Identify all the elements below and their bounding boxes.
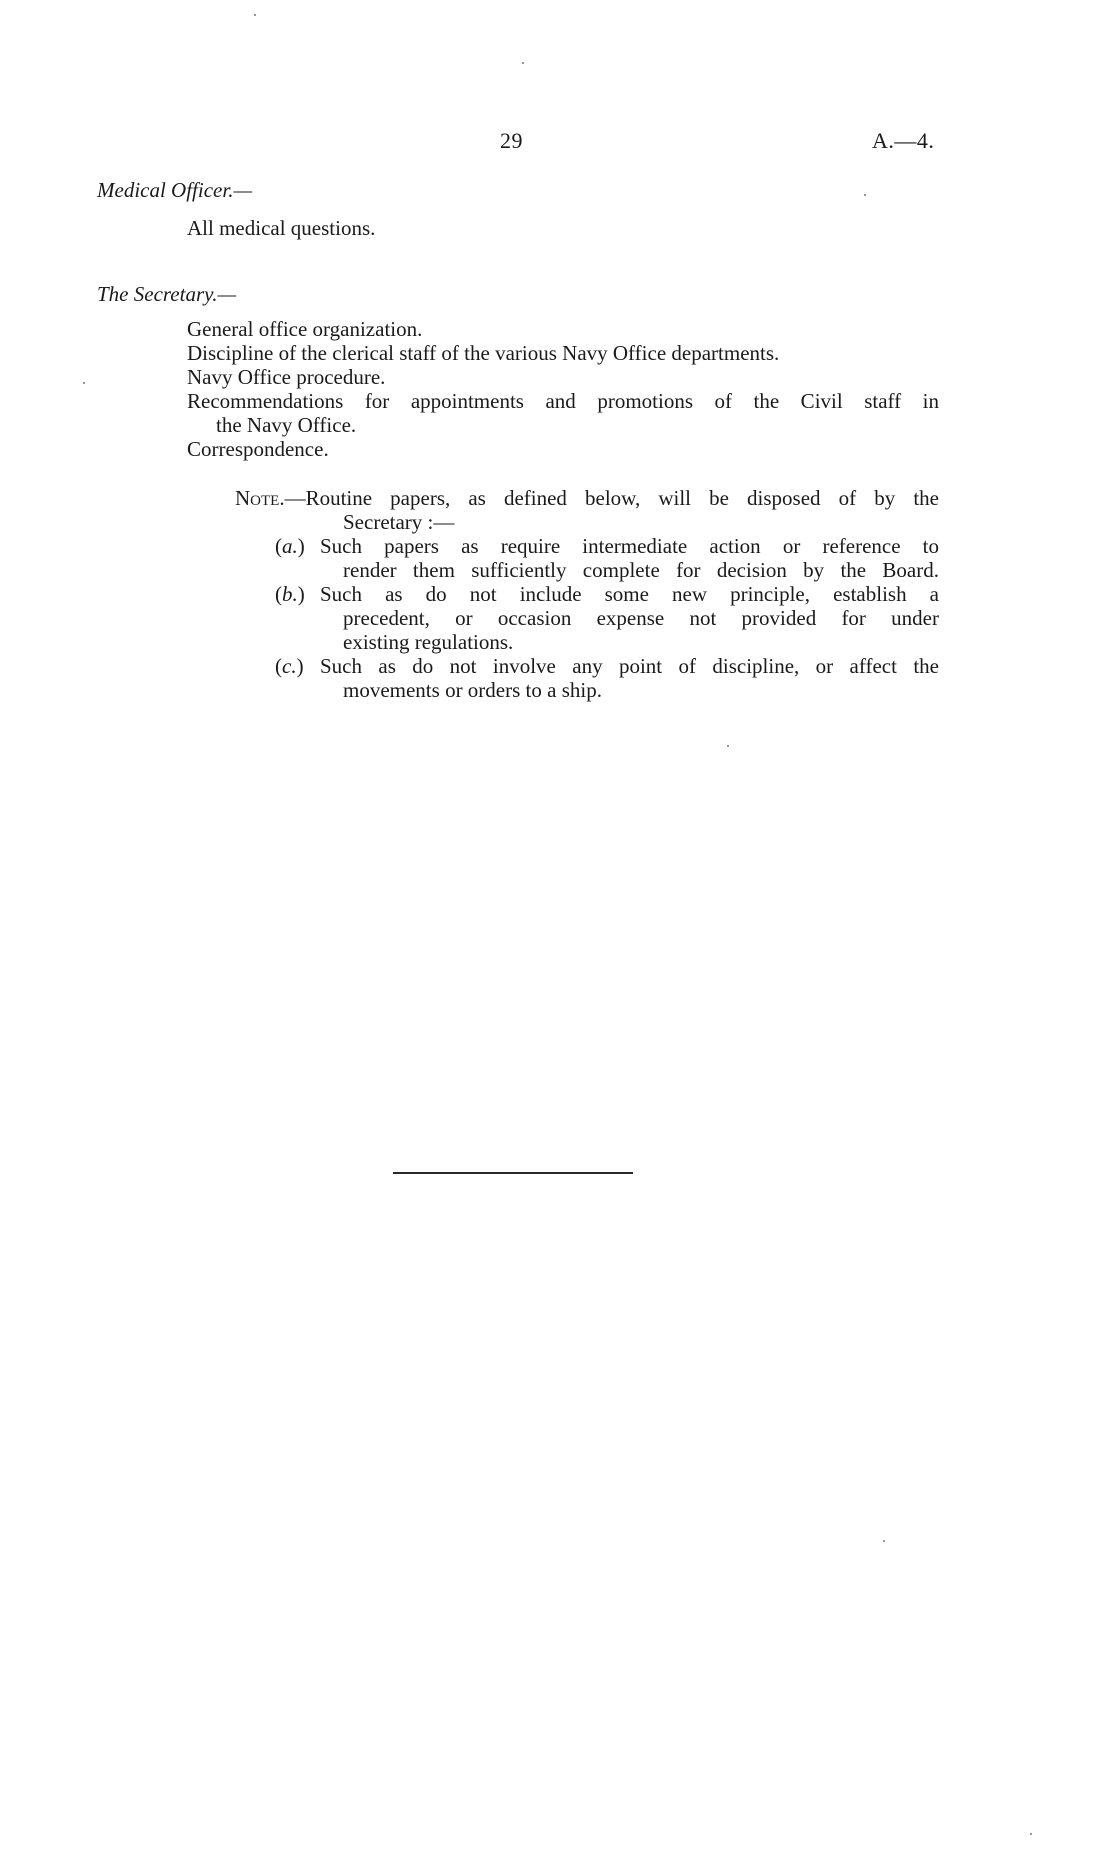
scan-speck: [883, 1540, 885, 1542]
note-item-marker: (c.): [275, 654, 304, 678]
note-label: Note.: [235, 486, 285, 510]
scan-speck: [1030, 1833, 1032, 1835]
note-item-text: Such papers as require intermediate action or reference to: [320, 534, 939, 558]
secretary-duty: Recommendations for appointments and promotions of the Civil staff in: [187, 389, 939, 413]
note-item-marker: (a.): [275, 534, 305, 558]
scan-speck: [83, 382, 85, 384]
medical-officer-heading: Medical Officer.—: [97, 178, 253, 202]
note-item-text: existing regulations.: [343, 630, 514, 654]
secretary-duty: Navy Office procedure.: [187, 365, 386, 389]
note-intro-continuation: Secretary :—: [343, 510, 455, 534]
note-item-text: render them sufficiently complete for decision by the Board.: [343, 558, 939, 582]
note-item-marker: (b.): [275, 582, 305, 606]
note-item-text: Such as do not involve any point of discipline, or affect the: [320, 654, 939, 678]
scan-speck: [254, 14, 256, 16]
note-item-text: Such as do not include some new principle, establish a: [320, 582, 939, 606]
note-intro-text: —Routine papers, as defined below, will be disposed of by the: [284, 486, 939, 510]
document-reference: A.—4.: [872, 128, 935, 153]
note-item-text: movements or orders to a ship.: [343, 678, 602, 702]
secretary-heading: The Secretary.—: [97, 282, 237, 306]
note-item-text: precedent, or occasion expense not provided for under: [343, 606, 939, 630]
page-number: 29: [500, 128, 523, 153]
secretary-duty: General office organization.: [187, 317, 423, 341]
secretary-duty-continuation: the Navy Office.: [216, 413, 357, 437]
scan-speck: [522, 62, 524, 64]
note-intro: [235, 486, 939, 510]
secretary-duty: Correspondence.: [187, 437, 329, 461]
scan-speck: [864, 194, 866, 196]
medical-officer-duty: All medical questions.: [187, 216, 376, 240]
secretary-duty: Discipline of the clerical staff of the various Navy Office departments.: [187, 341, 780, 365]
scan-speck: [727, 745, 729, 747]
section-end-rule: [393, 1172, 633, 1174]
